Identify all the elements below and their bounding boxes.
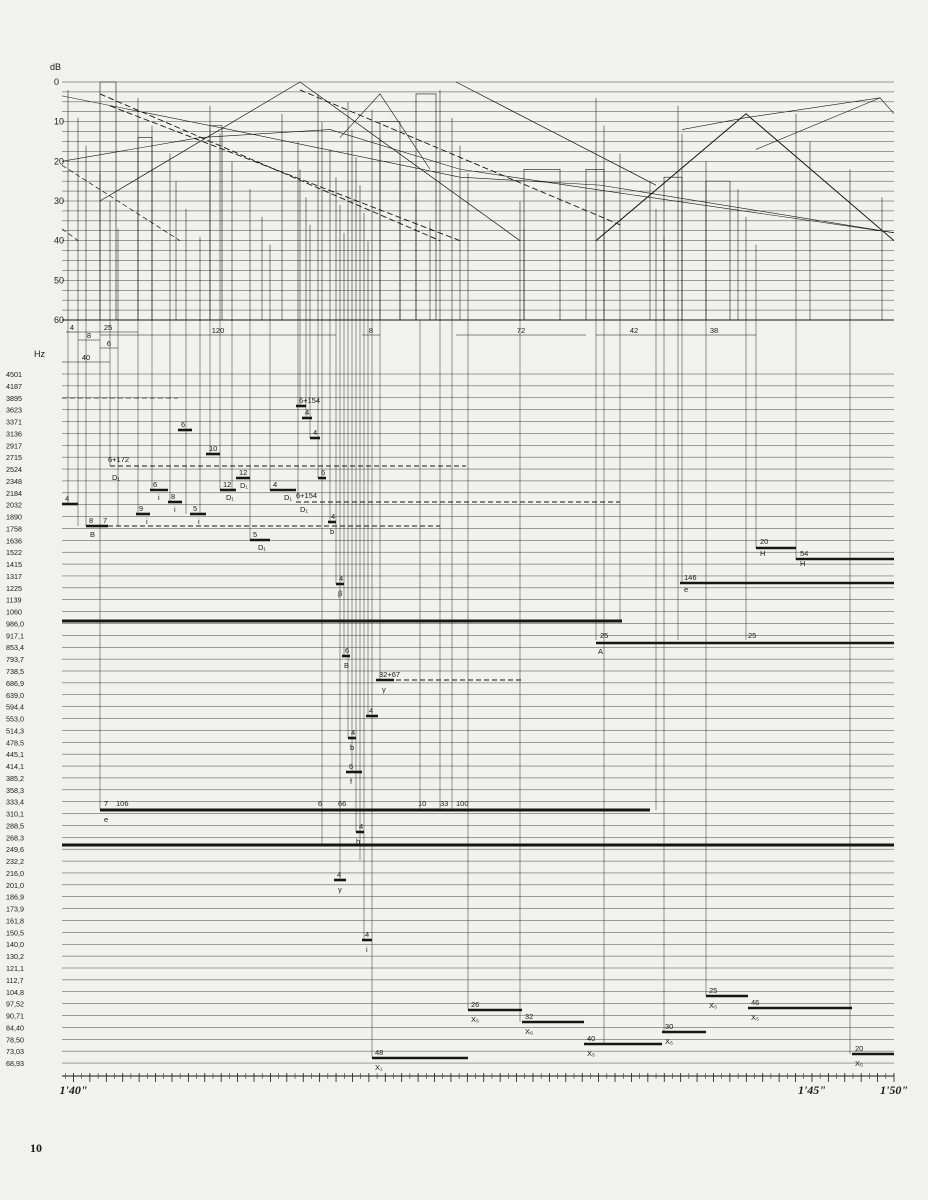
- note-number: 20: [760, 537, 769, 546]
- frequency-tick-label: 232,2: [6, 857, 24, 867]
- frequency-tick-label: 514,3: [6, 726, 24, 736]
- envelope-block: [416, 94, 436, 320]
- group-label: b: [350, 743, 355, 752]
- group-label: i: [158, 493, 160, 502]
- frequency-tick-label: 2715: [6, 453, 22, 463]
- frequency-tick-label: 97,52: [6, 999, 24, 1009]
- note-number: 6: [181, 420, 186, 429]
- frequency-tick-label: 853,4: [6, 643, 24, 653]
- frequency-tick-label: 288,5: [6, 821, 24, 831]
- duration-label: 25: [103, 323, 113, 332]
- frequency-tick-label: 1317: [6, 571, 22, 581]
- frequency-tick-label: 201,0: [6, 880, 24, 890]
- note-number: 32+67: [379, 670, 401, 679]
- group-label: D₁: [258, 543, 266, 552]
- db-tick-label: 40: [54, 235, 65, 246]
- group-label: D₁: [284, 493, 292, 502]
- frequency-tick-label: 1139: [6, 595, 22, 605]
- frequency-tick-label: 186,9: [6, 892, 24, 902]
- frequency-tick-label: 686,9: [6, 678, 24, 688]
- note-number: 8: [171, 492, 176, 501]
- note-number: 4: [359, 822, 364, 831]
- frequency-tick-label: 738,5: [6, 667, 24, 676]
- frequency-tick-label: 3895: [6, 393, 22, 403]
- group-label: B: [344, 661, 350, 670]
- group-label: A: [598, 647, 604, 656]
- frequency-tick-label: 121,1: [6, 964, 24, 973]
- note-number: 40: [587, 1034, 596, 1043]
- frequency-tick-label: 268,3: [6, 833, 24, 843]
- note-number: 54: [800, 549, 809, 558]
- db-tick-label: 10: [54, 116, 65, 127]
- duration-label: 72: [516, 326, 526, 335]
- note-number: 6+172: [108, 455, 130, 464]
- frequency-tick-label: 2184: [6, 488, 22, 498]
- envelope-curve: [682, 98, 894, 130]
- note-number: 6: [321, 468, 326, 477]
- note-number: 4: [351, 728, 356, 737]
- frequency-tick-label: 173,9: [6, 904, 24, 914]
- group-label: X₆: [525, 1027, 534, 1036]
- frequency-tick-label: 140,0: [6, 940, 24, 950]
- group-label: D₁: [300, 505, 308, 514]
- hz-axis-unit: Hz: [34, 349, 45, 359]
- frequency-tick-label: 793,7: [6, 655, 24, 665]
- group-label: X₅: [751, 1013, 760, 1022]
- duration-label: 40: [81, 353, 91, 362]
- db-tick-label: 60: [54, 315, 65, 325]
- note-number: 100: [456, 799, 469, 808]
- group-label: X₁: [375, 1063, 383, 1072]
- db-tick-label: 50: [54, 275, 65, 286]
- frequency-tick-label: 1415: [6, 560, 22, 570]
- time-label: 1'45": [797, 1083, 826, 1097]
- frequency-tick-label: 553,0: [6, 714, 24, 724]
- group-label: γ: [382, 685, 386, 694]
- note-number: 4: [365, 930, 370, 939]
- group-label: H: [760, 549, 766, 558]
- frequency-tick-label: 2032: [6, 500, 22, 510]
- frequency-tick-label: 68,93: [6, 1059, 24, 1069]
- group-label: b: [330, 527, 335, 536]
- note-number: 106: [116, 799, 129, 808]
- frequency-tick-label: 112,7: [6, 975, 24, 985]
- group-label: H: [800, 559, 806, 568]
- group-label: X₅: [665, 1037, 674, 1046]
- envelope-curve: [110, 106, 460, 241]
- frequency-tick-label: 1758: [6, 524, 22, 534]
- note-number: 46: [751, 998, 760, 1007]
- group-label: D₁: [226, 493, 234, 502]
- frequency-tick-label: 445,1: [6, 750, 24, 760]
- frequency-tick-label: 1225: [6, 583, 22, 593]
- note-number: 5: [193, 504, 198, 513]
- db-axis-unit: dB: [50, 62, 62, 72]
- envelope-curve: [456, 82, 656, 185]
- note-number: 32: [525, 1012, 534, 1021]
- time-label: 1'40": [59, 1083, 88, 1097]
- note-number: 4: [273, 480, 278, 489]
- duration-label: 120: [211, 326, 225, 335]
- group-label: i: [198, 517, 200, 526]
- frequency-tick-label: 2917: [6, 441, 22, 451]
- frequency-tick-label: 4187: [6, 381, 22, 391]
- db-tick-label: 0: [54, 77, 60, 87]
- note-number: 6: [349, 762, 354, 771]
- frequency-tick-label: 917,1: [6, 631, 24, 641]
- frequency-tick-label: 90,71: [6, 1011, 24, 1021]
- note-number: 4: [331, 512, 336, 521]
- frequency-tick-label: 3136: [6, 429, 22, 439]
- note-number: 12: [223, 480, 232, 489]
- note-number: 30: [665, 1022, 674, 1031]
- frequency-tick-label: 3371: [6, 417, 22, 427]
- note-number: 10: [418, 799, 427, 808]
- note-number: 4: [313, 428, 318, 437]
- frequency-tick-label: 78,50: [6, 1035, 24, 1045]
- frequency-tick-label: 216,0: [6, 868, 24, 878]
- note-number: 66: [338, 799, 347, 808]
- frequency-tick-label: 333,4: [6, 797, 24, 807]
- frequency-tick-label: 3623: [6, 405, 22, 415]
- frequency-tick-label: 161,8: [6, 916, 24, 926]
- envelope-block: [664, 177, 682, 320]
- group-label: e: [104, 815, 109, 824]
- note-number: 20: [855, 1044, 864, 1053]
- frequency-tick-label: 358,3: [6, 785, 24, 795]
- page-number: 10: [30, 1141, 42, 1155]
- group-label: D₁: [240, 481, 248, 490]
- group-label: X₅: [471, 1015, 480, 1024]
- group-label: X₅: [855, 1059, 864, 1068]
- frequency-tick-label: 414,1: [6, 762, 24, 772]
- note-number: 6: [345, 646, 350, 655]
- note-number: 6: [318, 799, 323, 808]
- duration-label: 38: [709, 326, 719, 335]
- duration-label: 42: [629, 326, 639, 335]
- frequency-tick-label: 84,40: [6, 1023, 24, 1033]
- frequency-tick-label: 73,03: [6, 1047, 24, 1057]
- group-label: B: [90, 530, 96, 539]
- group-label: i: [174, 505, 176, 514]
- frequency-tick-label: 639,0: [6, 690, 24, 700]
- frequency-tick-label: 1890: [6, 512, 22, 522]
- note-number: 4: [337, 870, 342, 879]
- frequency-tick-label: 594,4: [6, 702, 24, 712]
- note-number: 8: [89, 516, 94, 525]
- note-number: 4: [65, 494, 70, 503]
- note-number: 26: [471, 1000, 480, 1009]
- envelope-curve: [62, 96, 894, 233]
- note-number: 25: [748, 631, 757, 640]
- frequency-tick-label: 1522: [6, 548, 22, 558]
- note-number: 146: [684, 573, 697, 582]
- frequency-tick-label: 310,1: [6, 809, 24, 819]
- frequency-tick-label: 104,8: [6, 987, 24, 997]
- duration-label: 8: [86, 331, 92, 340]
- group-label: f: [350, 777, 353, 786]
- note-number: 7: [104, 799, 109, 808]
- group-label: X₅: [587, 1049, 596, 1058]
- note-number: 4: [339, 574, 344, 583]
- frequency-tick-label: 249,6: [6, 845, 24, 855]
- note-number: 6+154: [296, 491, 318, 500]
- duration-label: 6: [106, 339, 112, 348]
- group-label: X₅: [709, 1001, 718, 1010]
- group-label: i: [146, 517, 148, 526]
- group-label: i: [366, 945, 368, 954]
- note-number: 33: [440, 799, 449, 808]
- frequency-tick-label: 478,5: [6, 738, 24, 748]
- group-label: e: [684, 585, 689, 594]
- envelope-block: [586, 169, 604, 320]
- note-number: 6+154: [299, 396, 321, 405]
- note-number: 48: [375, 1048, 384, 1057]
- note-number: 5: [253, 530, 258, 539]
- group-label: β: [338, 589, 343, 598]
- db-tick-label: 20: [54, 156, 65, 167]
- note-number: 10: [209, 444, 218, 453]
- note-number: 9: [139, 504, 144, 513]
- frequency-tick-label: 1636: [6, 536, 22, 546]
- time-label: 1'50": [880, 1083, 908, 1097]
- note-number: 6: [153, 480, 158, 489]
- frequency-tick-label: 150,5: [6, 928, 24, 938]
- frequency-tick-label: 986,0: [6, 619, 24, 629]
- group-label: D₁: [112, 473, 120, 482]
- frequency-tick-label: 130,2: [6, 952, 24, 962]
- frequency-tick-label: 1060: [6, 607, 22, 617]
- note-number: 25: [600, 631, 609, 640]
- note-number: 25: [709, 986, 718, 995]
- db-tick-label: 30: [54, 196, 65, 206]
- duration-label: 8: [368, 326, 374, 335]
- note-number: 4: [369, 706, 374, 715]
- frequency-tick-label: 2348: [6, 476, 22, 486]
- group-label: γ: [338, 885, 342, 894]
- note-number: 12: [239, 468, 248, 477]
- envelope-block: [138, 138, 152, 320]
- frequency-tick-label: 2524: [6, 465, 22, 475]
- note-number: 7: [103, 516, 108, 525]
- group-label: h: [356, 837, 361, 846]
- frequency-tick-label: 385,2: [6, 773, 24, 783]
- note-number: 4: [305, 408, 310, 417]
- duration-label: 4: [69, 323, 75, 332]
- envelope-curve: [62, 165, 180, 240]
- frequency-tick-label: 4501: [6, 370, 22, 379]
